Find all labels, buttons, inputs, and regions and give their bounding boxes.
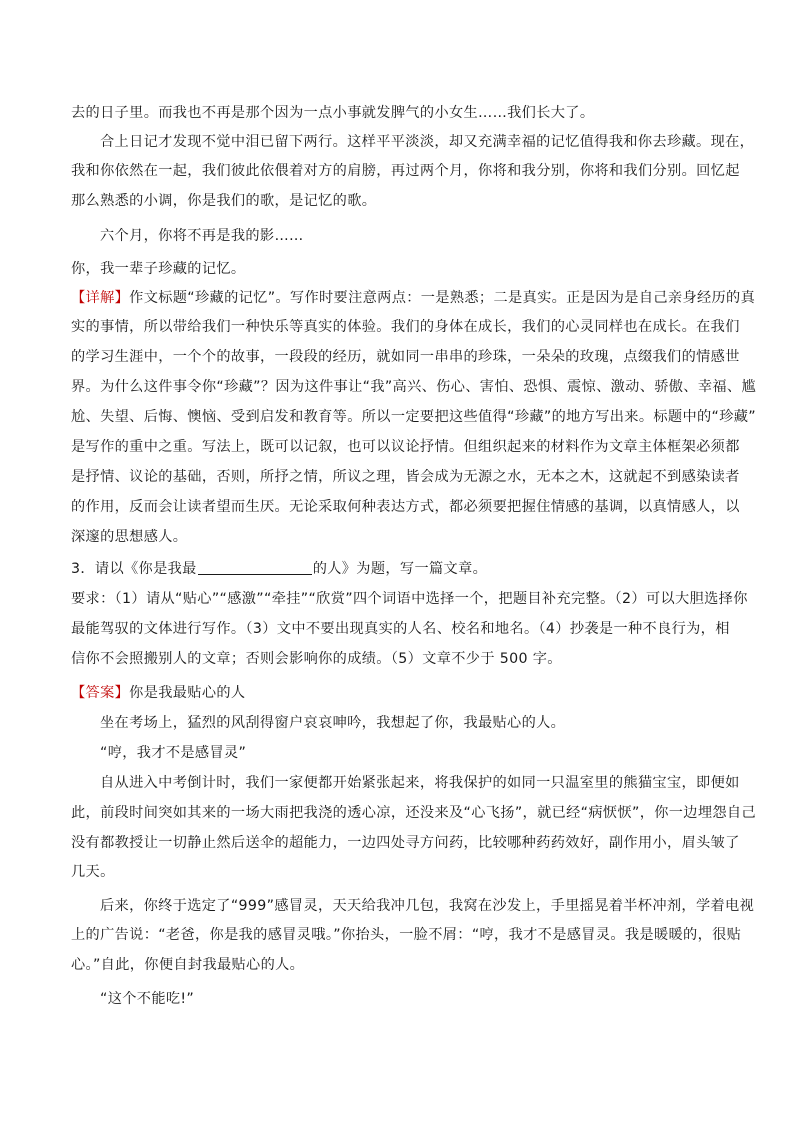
text-line: 六个月，你将不再是我的影……	[100, 228, 304, 244]
text-line: 后来，你终于选定了“999”感冒灵，天天给我冲几包，我窝在沙发上，手里摇晃着半杯冲剂，学着电视	[100, 898, 755, 914]
text-line: 最能驾驭的文体进行写作。（3）文中不要出现真实的人名、校名和地名。（4）抄袭是一种不良行为，相	[71, 621, 730, 637]
text-line: 作文标题“珍藏的记忆”。写作时要注意两点：一是熟悉；二是真实。正是因为是自己亲身经历的真	[129, 290, 756, 306]
question-text-before: 请以《你是我最	[94, 561, 197, 577]
fill-in-blank	[198, 559, 312, 575]
question-text-after: 的人》为题，写一篇文章。	[312, 561, 488, 577]
question-line	[71, 559, 487, 579]
text-line: 是抒情、议论的基础，否则，所抒之情，所议之理，皆会成为无源之水，无本之木，这就起不到感染读者	[71, 469, 740, 485]
text-line: 界。为什么这件事令你“珍藏”？因为这件事让“我”高兴、伤心、害怕、恐惧、震惊、激动、骄傲、幸福、尴	[71, 379, 756, 395]
text-line: 的作用，反而会让读者望而生厌。无论采取何种表达方式，都必须要把握住情感的基调，以真情感人，以	[71, 499, 740, 515]
text-line: 几天。	[71, 864, 115, 880]
question-number: 3．	[71, 561, 95, 577]
text-line: 心。”自此，你便自封我最贴心的人。	[71, 957, 305, 973]
text-line: 坐在考场上，猛烈的风刮得窗户哀哀呻吟，我想起了你，我最贴心的人。	[100, 715, 566, 731]
text-line: 实的事情，所以带给我们一种快乐等真实的体验。我们的身体在成长，我们的心灵同样也在成长。在我们	[71, 319, 740, 335]
text-line: 上的广告说：“老爸，你是我的感冒灵哦。”你抬头，一脸不屑：“哼，我才不是感冒灵。我是暖暖的，很贴	[71, 927, 742, 943]
text-line: 没有都教授让一切静止然后送伞的超能力，一边四处寻方问药，比较哪种药药效好，副作用小，眉头皱了	[71, 835, 740, 851]
text-line: 是写作的重中之重。写法上，既可以记叙，也可以议论抒情。但组织起来的材料作为文章主体框架必须都	[71, 439, 740, 455]
answer-label: 【答案】	[71, 685, 130, 701]
text-line: “这个不能吃!”	[100, 991, 195, 1007]
answer-title: 你是我最贴心的人	[129, 685, 246, 701]
text-line: 的学习生涯中，一个个的故事，一段段的经历，就如同一串串的珍珠，一朵朵的玫瑰，点缀我们的情感世	[71, 349, 740, 365]
text-line: 尬、失望、后悔、懊恼、受到启发和教育等。所以一定要把这些值得“珍藏”的地方写出来。标题中的“珍藏”	[71, 409, 756, 425]
text-line: 合上日记才发现不觉中泪已留下两行。这样平平淡淡，却又充满幸福的记忆值得我和你去珍藏。现在，	[100, 134, 755, 150]
text-line: “哼，我才不是感冒灵”	[100, 745, 247, 761]
text-line: 去的日子里。而我也不再是那个因为一点小事就发脾气的小女生……我们长大了。	[71, 105, 595, 121]
detail-label: 【详解】	[71, 290, 130, 306]
text-line: 我和你依然在一起，我们彼此依偎着对方的肩膀，再过两个月，你将和我分别，你将和我们分别。回忆起	[71, 163, 740, 179]
answer-line	[71, 683, 245, 703]
text-line: 此，前段时间突如其来的一场大雨把我浇的透心凉，还没来及“心飞扬”，就已经“病恹恹”，你一边埋怨自己	[71, 805, 756, 821]
text-line: 信你不会照搬别人的文章；否则会影响你的成绩。（5）文章不少于 500 字。	[71, 651, 562, 667]
text-line: 那么熟悉的小调，你是我们的歌，是记忆的歌。	[71, 193, 377, 209]
text-line: 深邃的思想感人。	[71, 529, 188, 545]
text-line: 你，我一辈子珍藏的记忆。	[71, 261, 246, 277]
detail-paragraph-line	[71, 288, 755, 308]
text-line: 自从进入中考倒计时，我们一家便都开始紧张起来，将我保护的如同一只温室里的熊猫宝宝，即便如	[100, 775, 740, 791]
text-line: 要求：（1）请从“贴心”“感激”“牵挂”“欣赏”四个词语中选择一个，把题目补充完整。（2）可以大胆选择你	[71, 591, 748, 607]
